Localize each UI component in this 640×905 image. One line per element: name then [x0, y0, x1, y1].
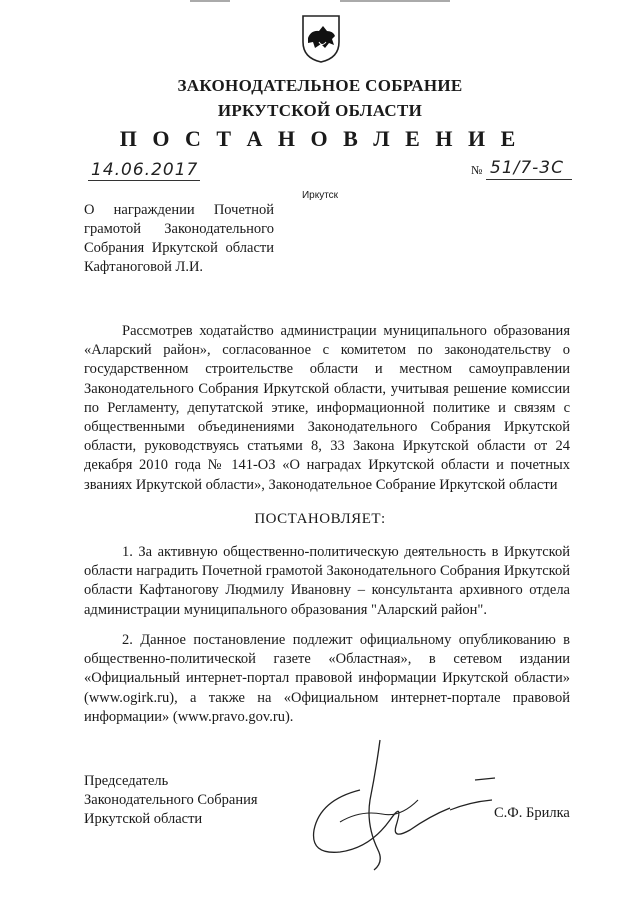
city-name: Иркутск	[301, 190, 339, 201]
organization-name-line2: ИРКУТСКОЙ ОБЛАСТИ	[217, 101, 423, 120]
date-underline	[88, 180, 200, 181]
signatory-position	[84, 772, 258, 829]
number-label: №	[471, 163, 483, 177]
document-type-title: П О С Т А Н О В Л Е Н И Е	[119, 126, 521, 151]
document-number: 51/7-3С	[490, 158, 564, 178]
subject-line: Собрания Иркутской области	[84, 240, 274, 256]
subject-line: О награждении Почетной	[84, 202, 274, 218]
position-line: Законодательного Собрания	[84, 792, 258, 808]
subject-line: Кафтаноговой Л.И.	[84, 259, 204, 275]
document-subject	[84, 201, 274, 277]
subject-line: грамотой Законодательного	[84, 221, 274, 237]
handwritten-signature	[300, 730, 500, 880]
number-underline	[486, 179, 572, 180]
signatory-name: С.Ф. Брилка	[494, 805, 570, 821]
decision-item-2: 2. Данное постановление подлежит официальному опубликованию в общественно-политической газете «Областная», в сетевом издании «Официальный интернет-портал правовой информации Иркутской области» (www.ogirk.ru), а также на «Официальном интернет-портале правовой информации» (www.pravo.gov.ru).	[84, 632, 570, 725]
preamble-paragraph: Рассмотрев ходатайство администрации муниципального образования «Аларский район», согласованное с комитетом по законодательству о государственном строительстве области и местном самоуправлении Законодательного Собрания Иркутской области, учитывая решение комиссии по Регламенту, депутатской этике, информационной политике и связям с общественными объединениями Законодательного Собрания Иркутской области, руководствуясь статьями 8, 33 Закона Иркутской области от 24 декабря 2010 года № 141-ОЗ «О наградах Иркутской области и почетных званиях Иркутской области», Законодательное Собрание Иркутской области	[84, 323, 570, 493]
document-date: 14.06.2017	[91, 160, 199, 180]
position-line: Председатель	[84, 773, 169, 789]
organization-name-line1: ЗАКОНОДАТЕЛЬНОЕ СОБРАНИЕ	[177, 76, 463, 95]
decree-heading: ПОСТАНОВЛЯЕТ:	[254, 511, 386, 527]
coat-of-arms-icon	[299, 12, 343, 64]
top-scan-mark	[190, 0, 450, 6]
decision-item-1: 1. За активную общественно-политическую деятельность в Иркутской области наградить Почетной грамотой Законодательного Собрания Иркутской области Кафтаногову Людмилу Ивановну – консультанта архивного отдела администрации муниципального образования "Аларский район".	[84, 544, 570, 618]
position-line: Иркутской области	[84, 811, 203, 827]
